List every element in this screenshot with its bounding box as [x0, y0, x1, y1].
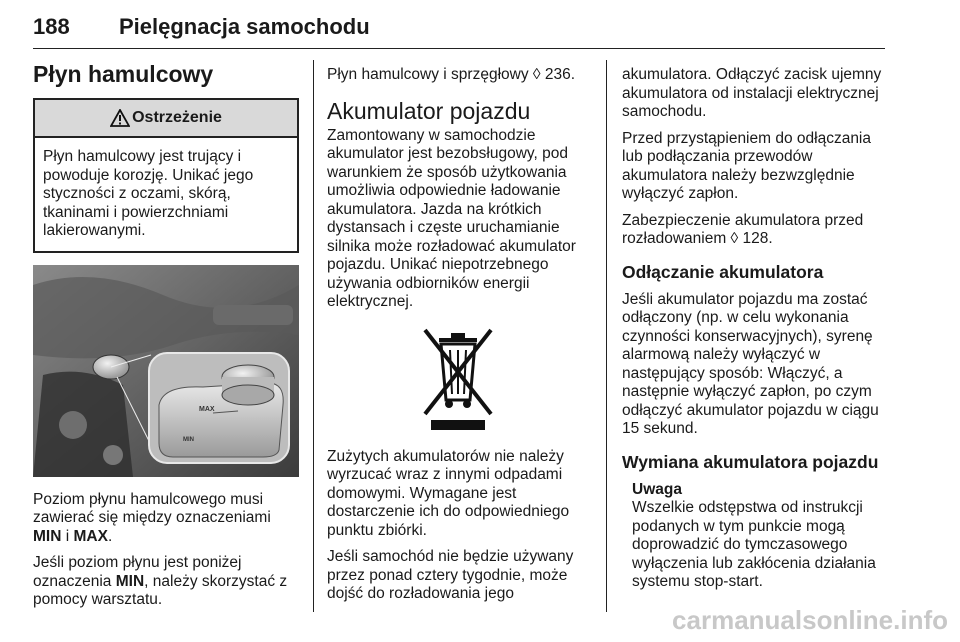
subheading-disconnecting: Odłączanie akumulatora: [622, 261, 824, 282]
ignition-off-text: Przed przystąpieniem do odłączania lub podłączania przewodów akumulatora należy bezwzględnie wyłączyć zapłon.: [622, 129, 871, 202]
section-title-brake-fluid: Płyn hamulcowy: [33, 61, 214, 87]
section-title-battery: Akumulator pojazdu: [327, 97, 531, 124]
brake-fluid-reservoir-photo: [33, 265, 299, 477]
alarm-procedure-text: Jeśli akumulator pojazdu ma zostać odłączony (np. w celu wykonania czynności konserwacyjnych), syrenę alarmową należy wyłączyć w następujący sposób: Włączyć, a następnie wyłączyć zapłon, po czym odłączyć akumulator pojazdu w ciągu 15 sekund.: [622, 290, 879, 437]
cross-reference-text: Płyn hamulcowy i sprzęgłowy ◊ 236.: [327, 66, 576, 83]
column-brake-fluid: [33, 60, 299, 618]
column-divider: [313, 60, 314, 612]
chapter-title: Pielęgnacja samochodu: [119, 14, 370, 39]
subheading-replacement: Wymiana akumulatora pojazdu: [622, 451, 879, 472]
disposal-text: Zużytych akumulatorów nie należy wyrzucać wraz z innymi odpadami domowymi. Wymagane jest dostarczenie ich do odpowiedniego punktu zbiórki.: [327, 447, 570, 539]
warning-heading: Ostrzeżenie: [132, 109, 222, 126]
warning-header: [35, 100, 297, 138]
watermark: carmanualsonline.info: [672, 605, 948, 635]
brake-fluid-low-text: Jeśli poziom płynu jest poniżej oznaczenia MIN, należy skorzystać z pomocy warsztatu.: [33, 554, 288, 608]
warning-box: [33, 98, 299, 253]
battery-intro-text: Zamontowany w samochodzie akumulator jest bezobsługowy, pod warunkiem że sposób użytkowania umożliwia odpowiednie ładowanie akumulatora. Jazda na krótkich dystansach i częste uruchamianie silnika może rozładować akumulator pojazdu. Unikać niepotrzebnego używania odbiorników energii elektrycznej.: [327, 126, 576, 310]
warning-triangle-icon: [110, 109, 130, 127]
column-battery: [327, 60, 589, 612]
page-number: 188: [33, 14, 70, 39]
discharge-protection-text: Zabezpieczenie akumulatora przed rozładowaniem ◊ 128.: [622, 211, 864, 247]
min-mark-label: MIN: [183, 436, 194, 443]
note-text: Wszelkie odstępstwa od instrukcji podanych w tym punkcie mogą doprowadzić do tymczasowego wyłączenia lub zakłócenia działania systemu stop-start.: [632, 499, 876, 590]
storage-discharge-text: Jeśli samochód nie będzie używany przez ponad cztery tygodnie, może dojść do rozładowania jego: [327, 548, 574, 602]
page-header: [33, 8, 885, 49]
column-battery-cont: [622, 60, 886, 592]
note-block: [622, 481, 886, 592]
crossed-out-bin-icon: [417, 322, 499, 432]
note-title: Uwaga: [632, 480, 682, 498]
disconnect-negative-text: akumulatora. Odłączyć zacisk ujemny akumulatora od instalacji elektrycznej samochodu.: [622, 66, 882, 120]
max-mark-label: MAX: [199, 405, 215, 413]
brake-fluid-level-text: Poziom płynu hamulcowego musi zawierać się między oznaczeniami MIN i MAX.: [33, 490, 271, 545]
column-divider: [606, 60, 607, 612]
warning-text: Płyn hamulcowy jest trujący i powoduje korozję. Unikać jego styczności z oczami, skórą, tkaninami i powierzchniami lakierowanymi.: [43, 148, 254, 239]
